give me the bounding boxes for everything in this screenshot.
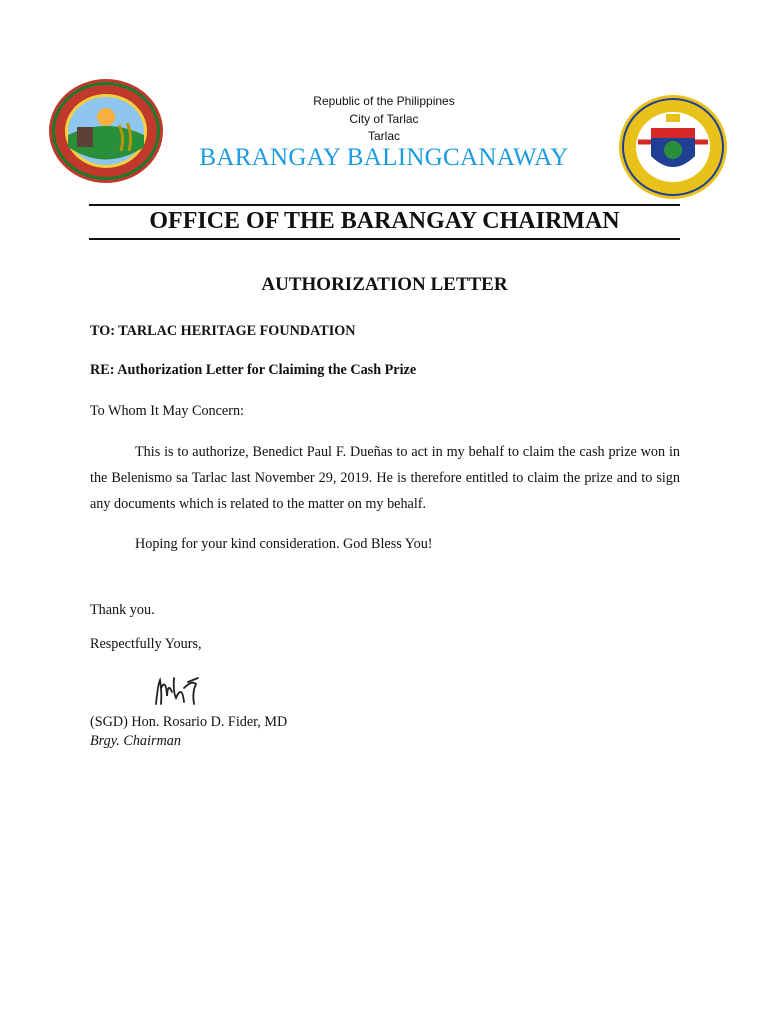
- top-rule: [89, 204, 680, 206]
- barangay-seal: [47, 77, 165, 185]
- salutation: To Whom It May Concern:: [90, 403, 244, 419]
- office-title: OFFICE OF THE BARANGAY CHAIRMAN: [149, 208, 620, 234]
- city-seal: [618, 94, 728, 200]
- paragraph-authorization: [90, 439, 680, 517]
- header-line-city: City of Tarlac: [349, 112, 419, 126]
- bottom-rule: [89, 238, 680, 240]
- header-line-republic: Republic of the Philippines: [313, 94, 455, 108]
- header-line-province: Tarlac: [367, 129, 400, 143]
- barangay-name: BARANGAY BALINGCANAWAY: [199, 144, 569, 171]
- signatory-name: (SGD) Hon. Rosario D. Fider, MD: [90, 714, 288, 730]
- thank-you: Thank you.: [90, 602, 155, 618]
- paragraph-hoping: Hoping for your kind consideration. God Bless You!: [135, 536, 433, 552]
- signature-image: [152, 674, 204, 710]
- to-line: TO: TARLAC HERITAGE FOUNDATION: [90, 323, 356, 339]
- closing: Respectfully Yours,: [90, 636, 202, 652]
- letter-heading: AUTHORIZATION LETTER: [261, 274, 508, 295]
- re-line: RE: Authorization Letter for Claiming the Cash Prize: [90, 362, 417, 378]
- paragraph-authorization-text: This is to authorize, Benedict Paul F. Dueñas to act in my behalf to claim the cash prize won in the Belenismo sa Tarlac last November 29, 2019. He is therefore entitled to claim the prize and to sign any documents which is related to the matter on my behalf.: [90, 444, 680, 512]
- signatory-position: Brgy. Chairman: [90, 733, 181, 749]
